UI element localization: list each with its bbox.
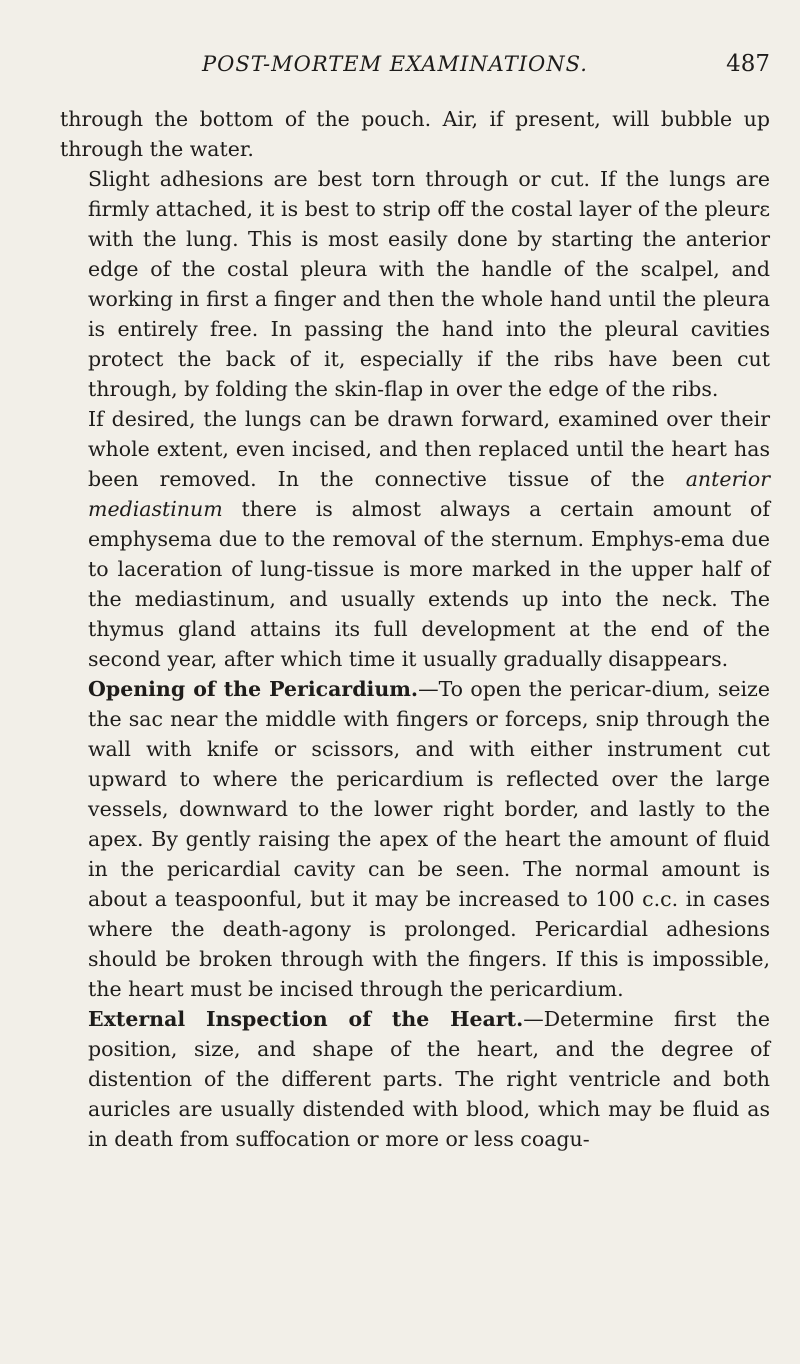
- mediastinum-text-start: If desired, the lungs can be drawn forward, examined over their whole extent, even incised, and then replaced until the heart has been removed. In the connective tissue of the: [88, 407, 770, 491]
- section-heading-heart: External Inspection of the Heart.: [88, 1007, 524, 1031]
- paragraph-continued: through the bottom of the pouch. Air, if present, will bubble up through the water.: [60, 107, 770, 161]
- paragraph-mediastinum: [60, 404, 770, 674]
- book-page: [60, 50, 770, 1340]
- mediastinum-text-end: there is almost always a certain amount of emphysema due to the removal of the sternum. Emphys-ema due to laceration of lung-tissue is more marked in the upper half of the mediastinum, and usually extends up into the neck. The thymus gland attains its full development at the end of the second year, after which time it usually gradually disappears.: [88, 497, 770, 671]
- running-title: POST-MORTEM EXAMINATIONS.: [202, 52, 588, 76]
- paragraph-pericardium: [60, 674, 770, 1004]
- page-number: 487: [726, 51, 770, 77]
- paragraph-adhesions: Slight adhesions are best torn through or cut. If the lungs are firmly attached, it is best to strip off the costal layer of the pleurɛ with the lung. This is most easily done by starting the anterior edge of the costal pleura with the handle of the scalpel, and working in first a finger and then the whole hand until the pleura is entirely free. In passing the hand into the pleural cavities protect the back of it, especially if the ribs have been cut through, by folding the skin-flap in over the edge of the ribs.: [88, 167, 770, 401]
- body-text: [60, 104, 770, 1154]
- running-header: [60, 50, 770, 90]
- heart-inspection-text: —Determine first the position, size, and shape of the heart, and the degree of distention of the different parts. The right ventricle and both auricles are usually distended with blood, which may be fluid as in death from suffocation or more or less coagu-: [88, 1007, 770, 1151]
- mediastinum-italic-term: anterior mediastinum: [88, 467, 770, 521]
- section-heading-pericardium: Opening of the Pericardium.: [88, 677, 419, 701]
- paragraph-heart-inspection: [60, 1004, 770, 1154]
- pericardium-text: —To open the pericar-dium, seize the sac near the middle with fingers or forceps, snip through the wall with knife or scissors, and with either instrument cut upward to where the pericardium is reflected over the large vessels, downward to the lower right border, and lastly to the apex. By gently raising the apex of the heart the amount of fluid in the pericardial cavity can be seen. The normal amount is about a teaspoonful, but it may be increased to 100 c.c. in cases where the death-agony is prolonged. Pericardial adhesions should be broken through with the fingers. If this is impossible, the heart must be incised through the pericardium.: [88, 677, 770, 1001]
